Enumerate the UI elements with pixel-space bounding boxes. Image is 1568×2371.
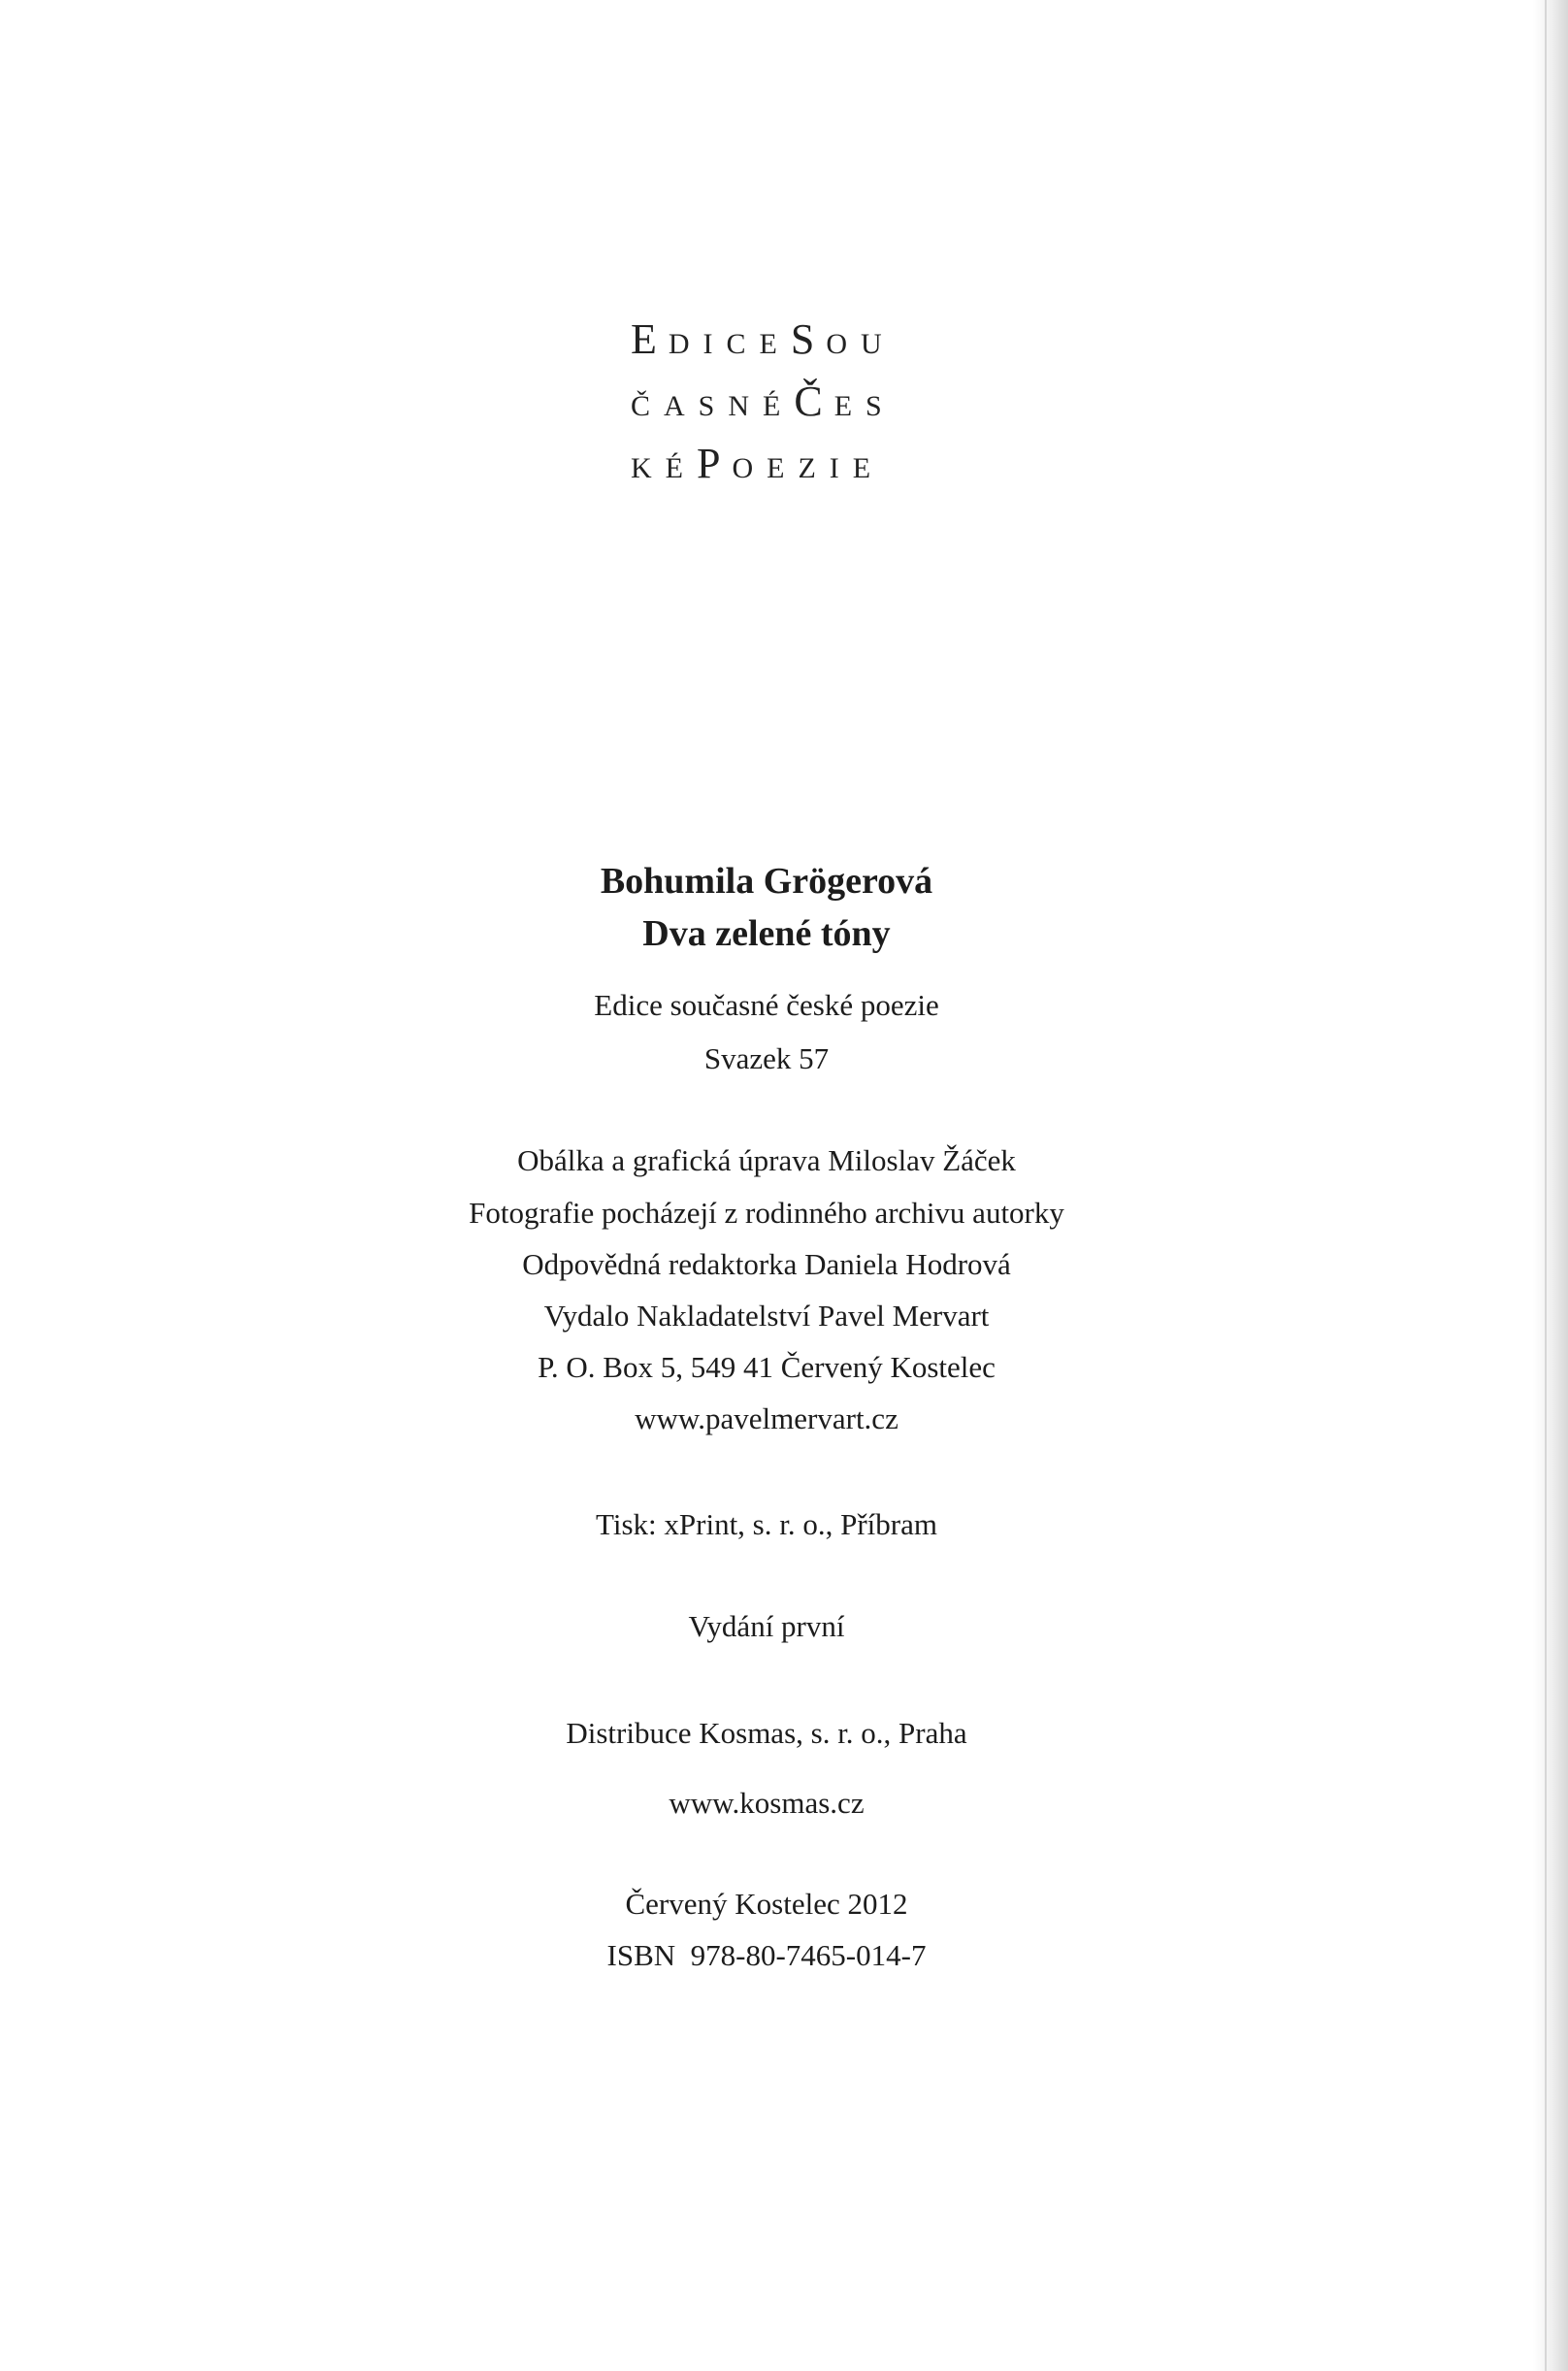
publisher-web: www.pavelmervart.cz bbox=[635, 1401, 898, 1435]
printing-info: Tisk: xPrint, s. r. o., Příbram bbox=[596, 1507, 937, 1541]
series-logo-line-1 bbox=[631, 309, 941, 371]
logo-letter: E bbox=[631, 315, 669, 363]
publisher-address: P. O. Box 5, 549 41 Červený Kostelec bbox=[538, 1350, 996, 1384]
cover-design-credit: Obálka a grafická úprava Miloslav Žáček bbox=[517, 1143, 1016, 1177]
isbn: ISBN 978-80-7465-014-7 bbox=[606, 1938, 927, 1972]
series-logo-line-2 bbox=[631, 371, 941, 433]
book-author: Bohumila Grögerová bbox=[600, 861, 933, 902]
photos-credit: Fotografie pocházejí z rodinného archivu autorky bbox=[469, 1196, 1064, 1230]
logo-letters: OEZIE bbox=[732, 452, 885, 484]
logo-letters: ČASNÉ bbox=[631, 390, 795, 422]
logo-letter: P bbox=[697, 440, 733, 487]
logo-letter: S bbox=[790, 315, 827, 363]
logo-letters: OU bbox=[826, 328, 896, 360]
logo-letters: KÉ bbox=[631, 452, 697, 484]
editor-credit: Odpovědná redaktorka Daniela Hodrová bbox=[522, 1247, 1011, 1281]
logo-letters: DICE bbox=[668, 328, 791, 360]
distributor-web: www.kosmas.cz bbox=[669, 1786, 865, 1820]
place-year: Červený Kostelec 2012 bbox=[625, 1887, 908, 1921]
edition-info: Vydání první bbox=[688, 1609, 845, 1643]
book-title: Dva zelené tóny bbox=[642, 913, 891, 954]
publisher-credit: Vydalo Nakladatelství Pavel Mervart bbox=[543, 1299, 990, 1333]
series-volume: Svazek 57 bbox=[703, 1041, 830, 1075]
series-name: Edice současné české poezie bbox=[594, 988, 939, 1022]
logo-letters: ES bbox=[833, 390, 896, 422]
page-edge-line bbox=[1545, 0, 1547, 2371]
distributor-info: Distribuce Kosmas, s. r. o., Praha bbox=[566, 1716, 967, 1750]
series-logo bbox=[631, 309, 941, 495]
logo-letter: Č bbox=[794, 378, 834, 425]
series-logo-line-3 bbox=[631, 433, 941, 495]
page-edge-shadow bbox=[1533, 0, 1568, 2371]
